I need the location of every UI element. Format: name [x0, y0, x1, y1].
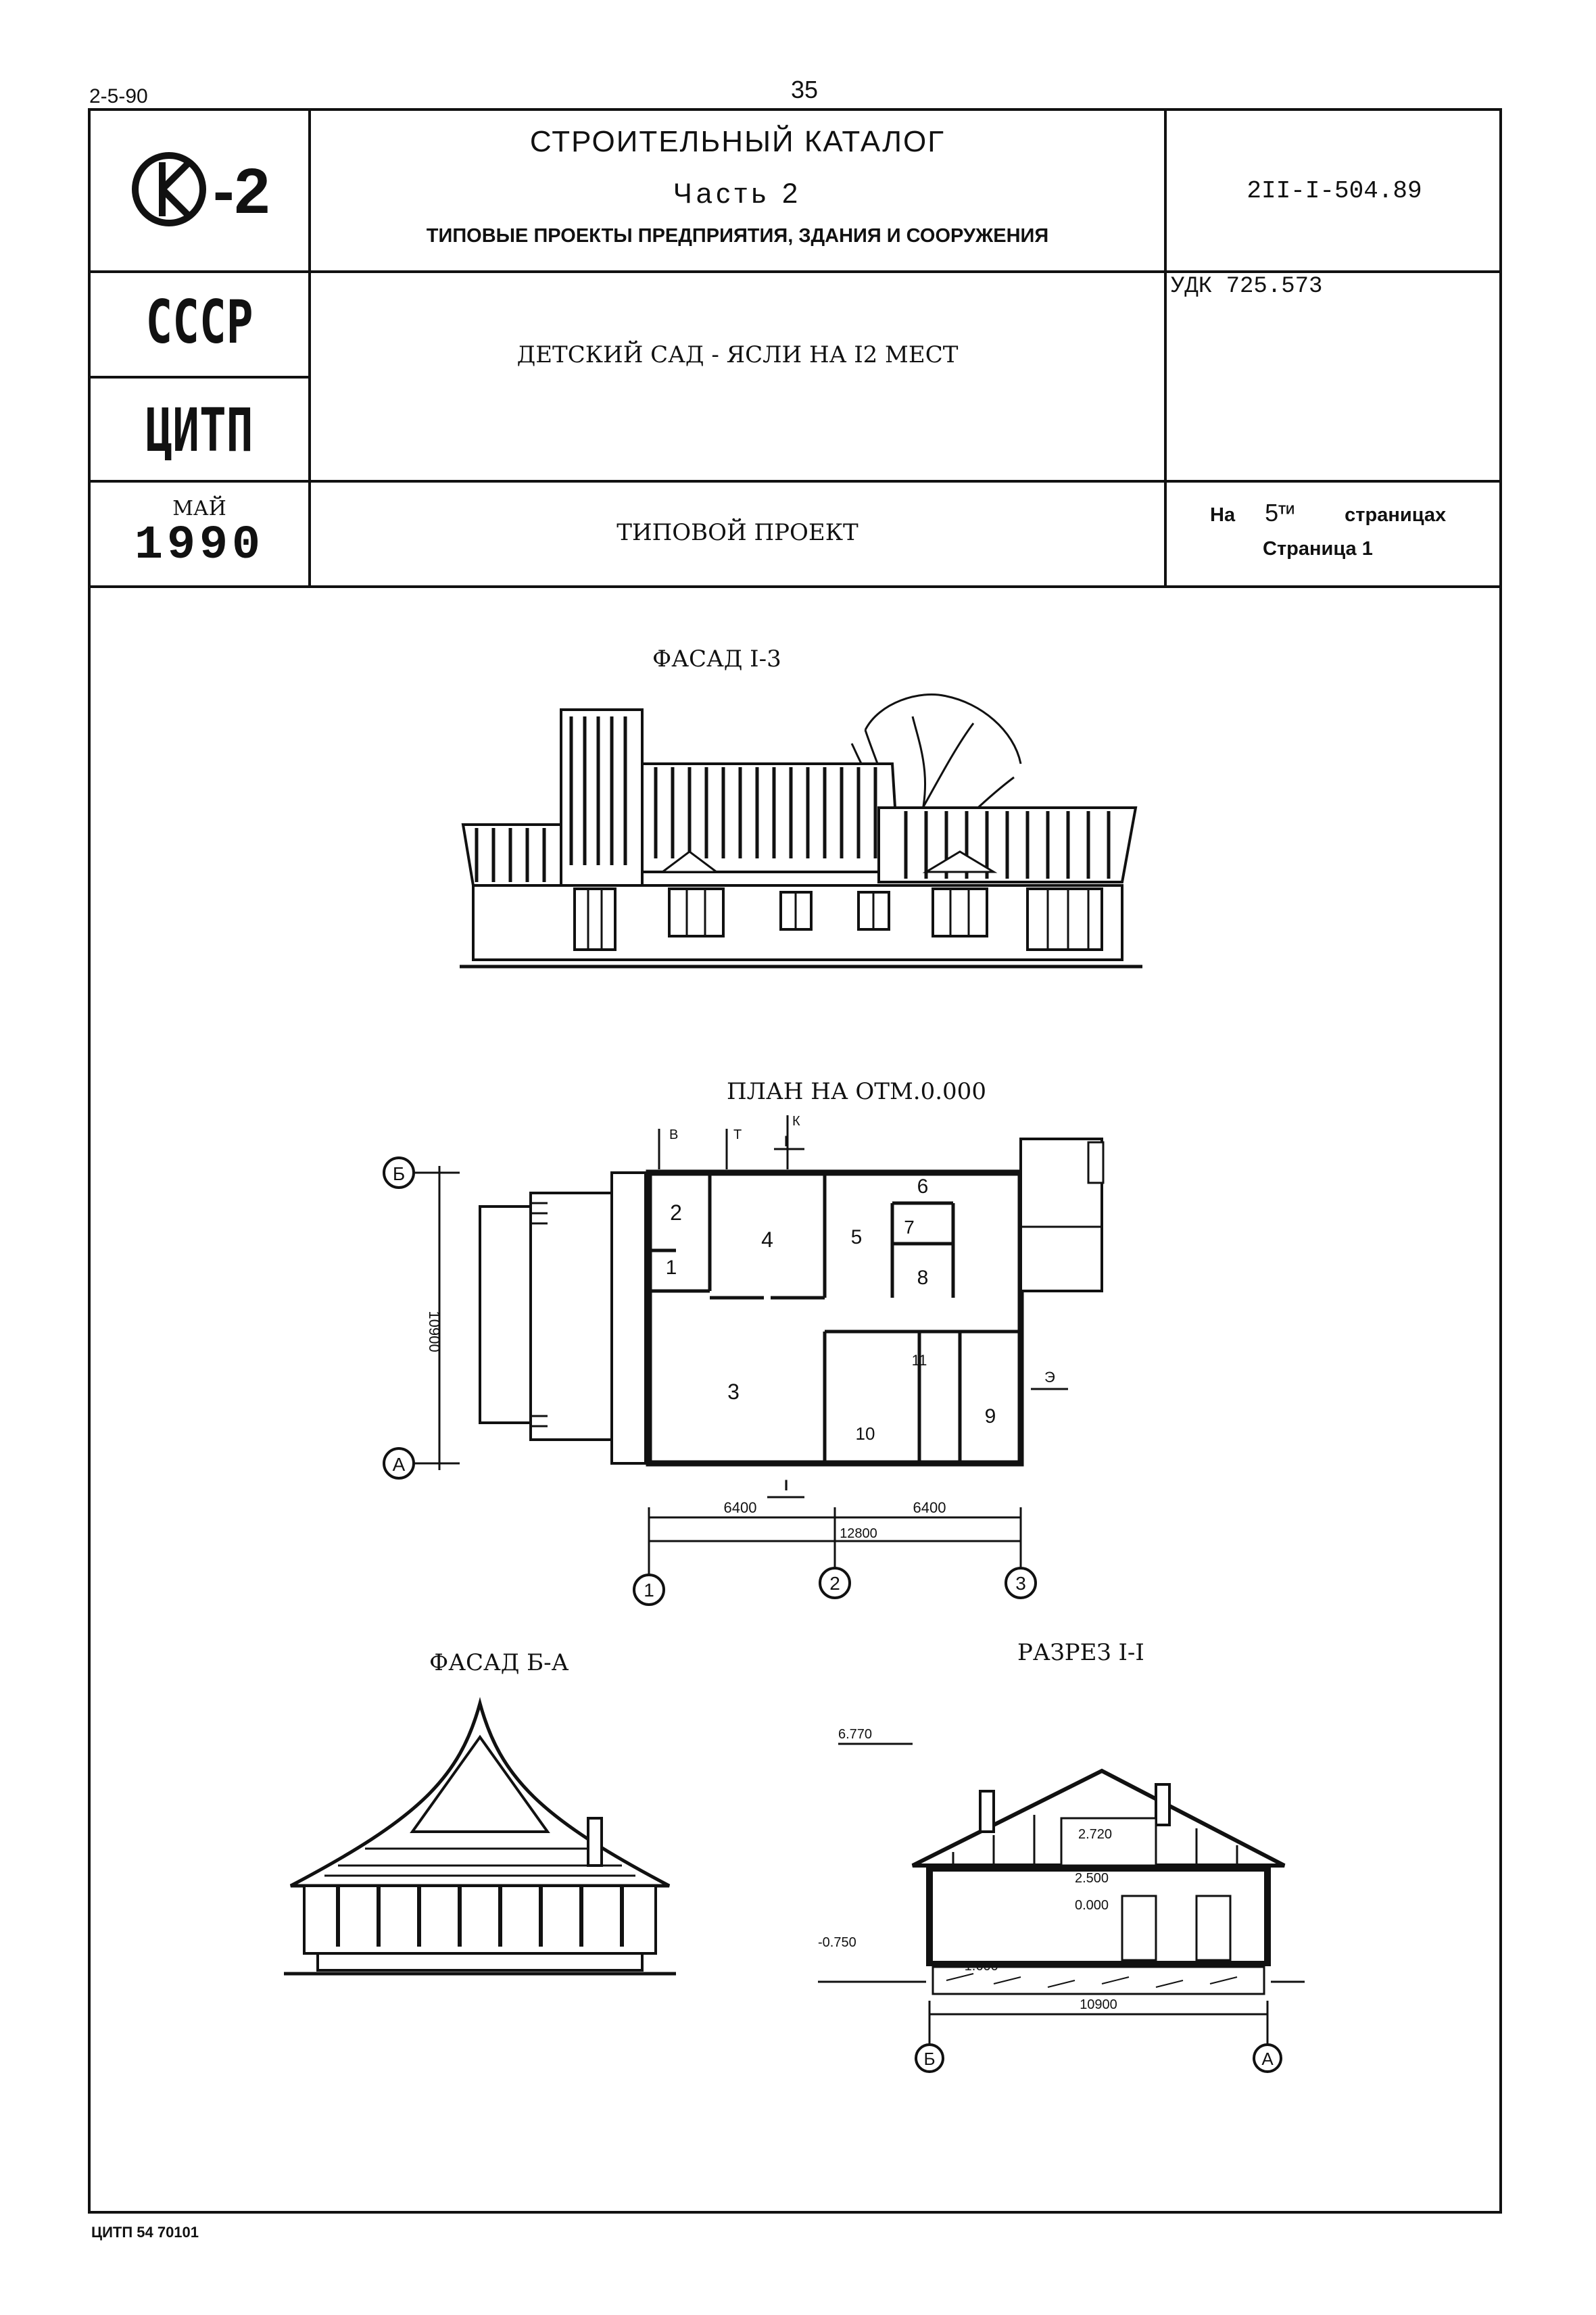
- plan-marker-v: В: [669, 1127, 679, 1142]
- level-attic: 2.720: [1078, 1827, 1113, 1842]
- room-6: 6: [917, 1175, 929, 1198]
- room-2: 2: [670, 1200, 682, 1225]
- section-drawing: [818, 1717, 1305, 2082]
- year-label: 1990: [134, 519, 265, 572]
- udk-code: УДК 725.573: [1171, 274, 1323, 299]
- pages-sup: ТИ: [1278, 503, 1295, 517]
- room-3: 3: [727, 1380, 740, 1404]
- level-floor: 0.000: [1075, 1898, 1109, 1913]
- country-label: СССР: [145, 287, 253, 357]
- facade-b-a-drawing: [284, 1697, 676, 1980]
- plan-marker-t: Т: [733, 1127, 742, 1142]
- room-9: 9: [984, 1405, 996, 1428]
- room-7: 7: [904, 1217, 915, 1238]
- section-axis-a-label: А: [1261, 2049, 1274, 2069]
- facade-b-a-title: ФАСАД Б-А: [429, 1649, 569, 1676]
- axis-b-label: Б: [392, 1163, 406, 1184]
- plan-cut-top: I: [784, 1133, 789, 1150]
- axis-1-label: 1: [644, 1580, 654, 1601]
- axis-a-label: А: [392, 1454, 406, 1475]
- room-10: 10: [855, 1423, 875, 1444]
- header-divider-1: [88, 270, 1502, 273]
- plan-cut-bottom: I: [784, 1477, 789, 1494]
- doc-code-small: 2-5-90: [89, 85, 148, 107]
- catalog-subtitle: ТИПОВЫЕ ПРОЕКТЫ ПРЕДПРИЯТИЯ, ЗДАНИЯ И СООРУЖЕНИЯ: [426, 225, 1049, 247]
- room-8: 8: [917, 1267, 929, 1289]
- catalog-title: СТРОИТЕЛЬНЫЙ КАТАЛОГ: [529, 125, 946, 158]
- room-1: 1: [665, 1257, 677, 1279]
- plan-marker-e: Э: [1044, 1369, 1055, 1386]
- series-code: 2II-I-504.89: [1247, 177, 1422, 205]
- catalog-part: Часть 2: [673, 177, 802, 209]
- plan-dim-height: 10900: [426, 1311, 443, 1353]
- section-axis-b-label: Б: [923, 2049, 936, 2069]
- doc-type: ТИПОВОЙ ПРОЕКТ: [616, 519, 859, 546]
- sk2-logo: [132, 145, 294, 233]
- floor-plan-drawing: [365, 1108, 1142, 1615]
- section-title: РАЗРЕЗ I-I: [1017, 1639, 1144, 1666]
- plan-dim-left: 6400: [723, 1499, 757, 1516]
- month-label: МАЙ: [172, 497, 226, 520]
- org-label: ЦИТП: [145, 395, 253, 465]
- svg-text:-2: -2: [213, 155, 270, 227]
- facade-1-3-drawing: [460, 689, 1149, 973]
- room-11: 11: [911, 1352, 927, 1369]
- header-divider-left: [88, 376, 311, 379]
- page-number: 35: [790, 76, 819, 103]
- plan-marker-k: К: [792, 1114, 800, 1129]
- facade-1-3-title: ФАСАД I-3: [652, 645, 781, 673]
- pages-suffix: страницах: [1345, 504, 1447, 526]
- page-label: Страница 1: [1263, 538, 1373, 560]
- room-5: 5: [850, 1226, 863, 1248]
- axis-3-label: 3: [1015, 1573, 1026, 1594]
- print-code: ЦИТП 54 70101: [91, 2224, 199, 2241]
- plan-dim-right: 6400: [913, 1499, 946, 1516]
- plan-title: ПЛАН НА ОТМ.0.000: [727, 1078, 986, 1105]
- level-top: 6.770: [838, 1727, 873, 1742]
- pages-count: 5: [1265, 499, 1279, 527]
- header-divider-3: [88, 585, 1502, 588]
- axis-2-label: 2: [829, 1573, 840, 1594]
- plan-dim-total: 12800: [840, 1526, 877, 1541]
- level-ceiling: 2.500: [1075, 1871, 1109, 1886]
- object-title: ДЕТСКИЙ САД - ЯСЛИ НА I2 МЕСТ: [516, 341, 959, 368]
- room-4: 4: [761, 1227, 773, 1252]
- pages-info: [1210, 499, 1494, 527]
- section-dim: 10900: [1080, 1997, 1117, 2012]
- level-ground: -0.750: [818, 1935, 856, 1950]
- level-foundation: -1.600: [960, 1959, 998, 1974]
- pages-prefix: На: [1210, 504, 1236, 526]
- header-divider-2: [88, 480, 1502, 483]
